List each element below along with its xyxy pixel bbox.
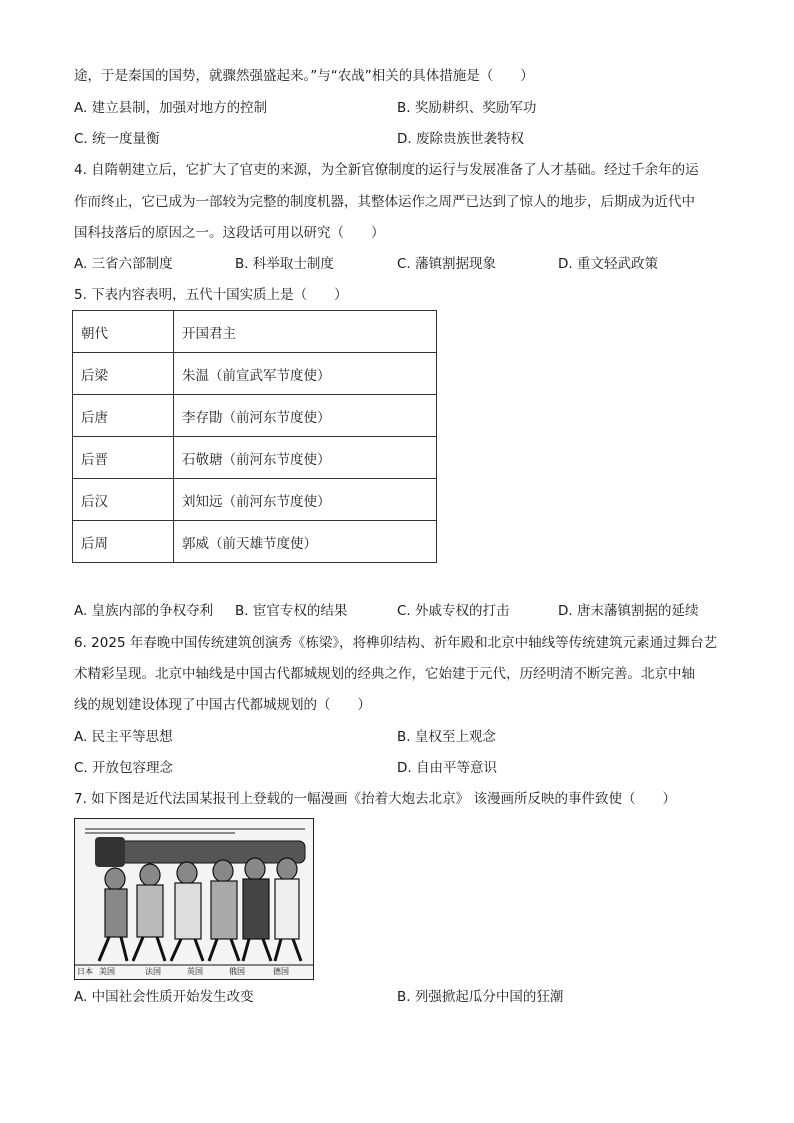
q4-stem-line-3: 国科技落后的原因之一。这段话可用以研究（ ）	[74, 225, 385, 241]
q4-option-a[interactable]: A. 三省六部制度	[74, 256, 173, 272]
caption-germany: 德国	[273, 967, 289, 976]
cartoon-drawing	[75, 819, 313, 979]
q7-stem: 7. 如下图是近代法国某报刊上登载的一幅漫画《抬着大炮去北京》 该漫画所反映的事件致使（ ）	[74, 791, 676, 807]
q4-option-d[interactable]: D. 重文轻武政策	[558, 256, 658, 272]
table-cell-dynasty: 后汉	[73, 479, 174, 521]
caption-russia: 俄国	[229, 967, 245, 976]
q6-option-a[interactable]: A. 民主平等思想	[74, 729, 173, 745]
q4-option-b[interactable]: B. 科举取士制度	[235, 256, 334, 272]
table-cell-founder: 石敬瑭（前河东节度使）	[174, 437, 437, 479]
table-row	[73, 479, 437, 521]
table-row	[73, 395, 437, 437]
table-row	[73, 353, 437, 395]
table-header-dynasty: 朝代	[73, 311, 174, 353]
q6-option-d[interactable]: D. 自由平等意识	[397, 760, 497, 776]
caption-usa: 美国	[99, 967, 115, 976]
table-header-row	[73, 311, 437, 353]
table-cell-dynasty: 后唐	[73, 395, 174, 437]
q3-option-d[interactable]: D. 废除贵族世袭特权	[397, 131, 524, 147]
table-row	[73, 437, 437, 479]
q6-option-c[interactable]: C. 开放包容理念	[74, 760, 174, 776]
table-row	[73, 521, 437, 563]
q3-stem-end: 途，于是秦国的国势，就骤然强盛起来。”与“农战”相关的具体措施是（ ）	[74, 68, 534, 84]
q4-option-c[interactable]: C. 藩镇割据现象	[397, 256, 497, 272]
q6-stem-line-2: 术精彩呈现。北京中轴线是中国古代都城规划的经典之作，它始建于元代，历经明清不断完善。北京中轴	[74, 666, 695, 682]
q7-option-b[interactable]: B. 列强掀起瓜分中国的狂潮	[397, 989, 564, 1005]
q5-option-a[interactable]: A. 皇族内部的争权夺利	[74, 603, 214, 619]
q6-option-b[interactable]: B. 皇权至上观念	[397, 729, 496, 745]
q5-option-d[interactable]: D. 唐末藩镇割据的延续	[558, 603, 699, 619]
q6-stem-line-1: 6. 2025 年春晚中国传统建筑创演秀《栋梁》，将榫卯结构、祈年殿和北京中轴线等传统建筑元素通过舞台艺	[74, 635, 718, 651]
table-cell-founder: 刘知远（前河东节度使）	[174, 479, 437, 521]
table-cell-founder: 朱温（前宣武军节度使）	[174, 353, 437, 395]
q5-option-c[interactable]: C. 外戚专权的打击	[397, 603, 510, 619]
table-cell-dynasty: 后晋	[73, 437, 174, 479]
table-cell-founder: 郭威（前天雄节度使）	[174, 521, 437, 563]
q5-stem: 5. 下表内容表明，五代十国实质上是（ ）	[74, 287, 348, 303]
caption-france: 法国	[145, 967, 161, 976]
table-cell-dynasty: 后周	[73, 521, 174, 563]
cartoon-image	[74, 818, 314, 980]
q3-option-a[interactable]: A. 建立县制，加强对地方的控制	[74, 100, 268, 116]
q4-stem-line-2: 作而终止，它已成为一部较为完整的制度机器，其整体运作之周严已达到了惊人的地步，后期成为近代中	[74, 194, 695, 210]
q6-stem-line-3: 线的规划建设体现了中国古代都城规划的（ ）	[74, 697, 371, 713]
dynasty-table	[72, 310, 437, 563]
q5-option-b[interactable]: B. 宦官专权的结果	[235, 603, 348, 619]
caption-britain: 英国	[187, 967, 203, 976]
q3-option-b[interactable]: B. 奖励耕织、奖励军功	[397, 100, 537, 116]
q4-stem-line-1: 4. 自隋朝建立后，它扩大了官吏的来源，为全新官僚制度的运行与发展准备了人才基础。经过千余年的运	[74, 162, 699, 178]
table-cell-dynasty: 后梁	[73, 353, 174, 395]
table-header-founder: 开国君主	[174, 311, 437, 353]
q3-option-c[interactable]: C. 统一度量衡	[74, 131, 160, 147]
table-cell-founder: 李存勖（前河东节度使）	[174, 395, 437, 437]
q7-option-a[interactable]: A. 中国社会性质开始发生改变	[74, 989, 254, 1005]
caption-japan: 日本	[77, 967, 93, 976]
